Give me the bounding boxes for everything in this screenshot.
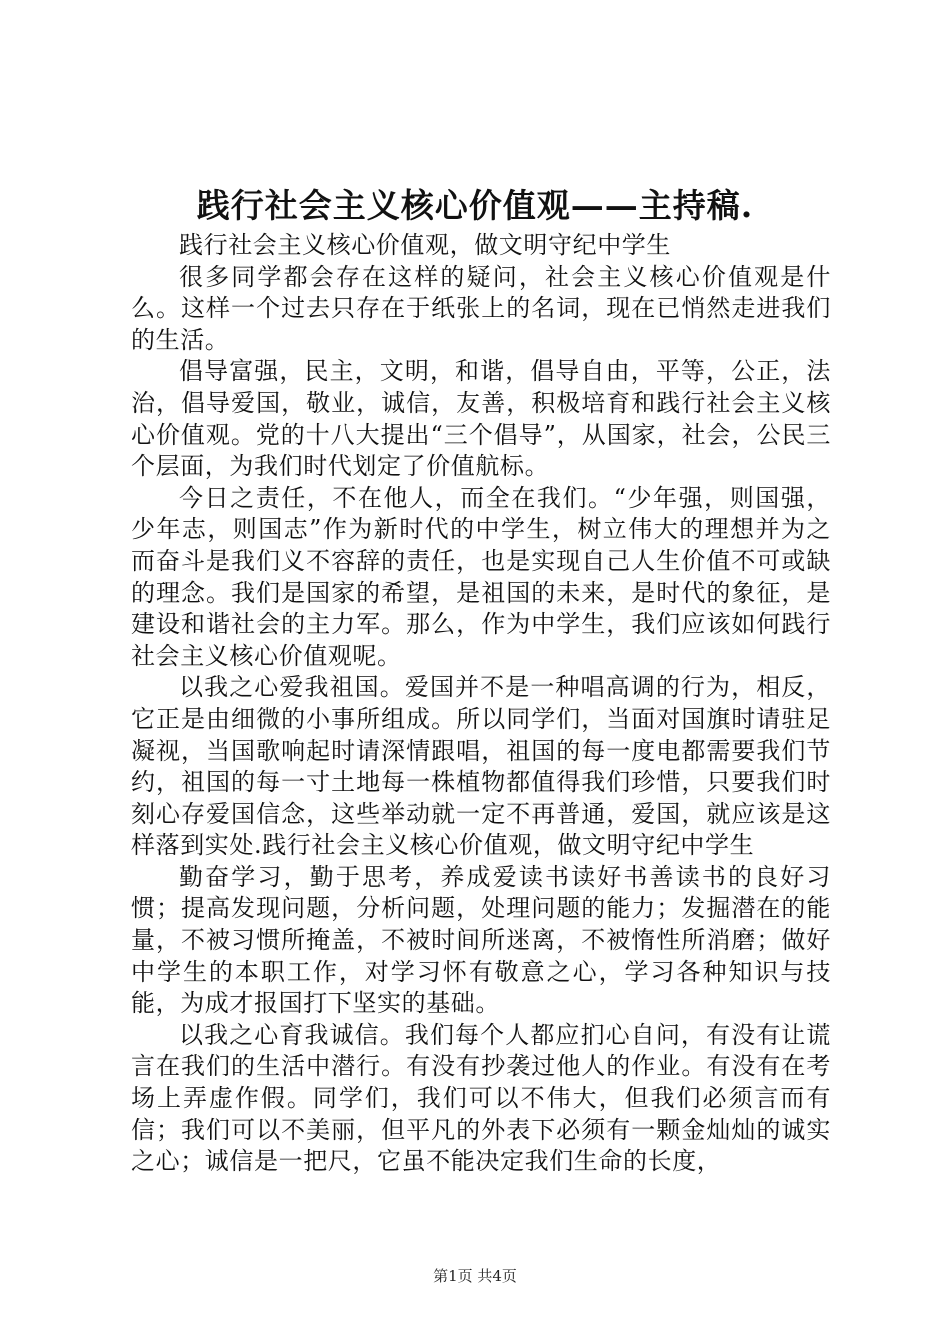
paragraph: 以我之心爱我祖国。爱国并不是一种唱高调的行为，相反，它正是由细微的小事所组成。所以同学们，当面对国旗时请驻足凝视，当国歌响起时请深情跟唱，祖国的每一度电都需要我们节约，祖国的每一寸土地每一株植物都值得我们珍惜，只要我们时刻心存爱国信念，这些举动就一定不再普通，爱国，就应该是这样落到实处.践行社会主义核心价值观，做文明守纪中学生 <box>131 673 831 860</box>
page-number-footer: 第1页 共4页 <box>433 1267 517 1285</box>
paragraph: 很多同学都会存在这样的疑问，社会主义核心价值观是什么。这样一个过去只存在于纸张上的名词，现在已悄然走进我们的生活。 <box>131 262 831 354</box>
document-title: 践行社会主义核心价值观——主持稿. <box>196 186 754 225</box>
paragraph: 以我之心育我诚信。我们每个人都应扪心自问，有没有让谎言在我们的生活中潜行。有没有抄袭过他人的作业。有没有在考场上弄虚作假。同学们，我们可以不伟大，但我们必须言而有信；我们可以不美丽，但平凡的外表下必须有一颗金灿灿的诚实之心；诚信是一把尺，它虽不能决定我们生命的长度， <box>131 1020 831 1176</box>
paragraph: 践行社会主义核心价值观，做文明守纪中学生 <box>179 231 671 259</box>
paragraph: 勤奋学习，勤于思考，养成爱读书读好书善读书的良好习惯；提高发现问题，分析问题，处理问题的能力；发掘潜在的能量，不被习惯所掩盖，不被时间所迷离，不被惰性所消磨；做好中学生的本职工作，对学习怀有敬意之心，学习各种知识与技能，为成才报国打下坚实的基础。 <box>131 862 831 1018</box>
paragraph: 倡导富强，民主，文明，和谐，倡导自由，平等，公正，法治，倡导爱国，敬业，诚信，友善，积极培育和践行社会主义核心价值观。党的十八大提出“三个倡导”，从国家，社会，公民三个层面，为我们时代划定了价值航标。 <box>131 357 831 481</box>
document-body <box>131 230 831 1178</box>
paragraph: 今日之责任，不在他人，而全在我们。“少年强，则国强，少年志，则国志”作为新时代的中学生，树立伟大的理想并为之而奋斗是我们义不容辞的责任，也是实现自己人生价值不可或缺的理念。我们是国家的希望，是祖国的未来，是时代的象征，是建设和谐社会的主力军。那么，作为中学生，我们应该如何践行社会主义核心价值观呢。 <box>131 483 831 670</box>
